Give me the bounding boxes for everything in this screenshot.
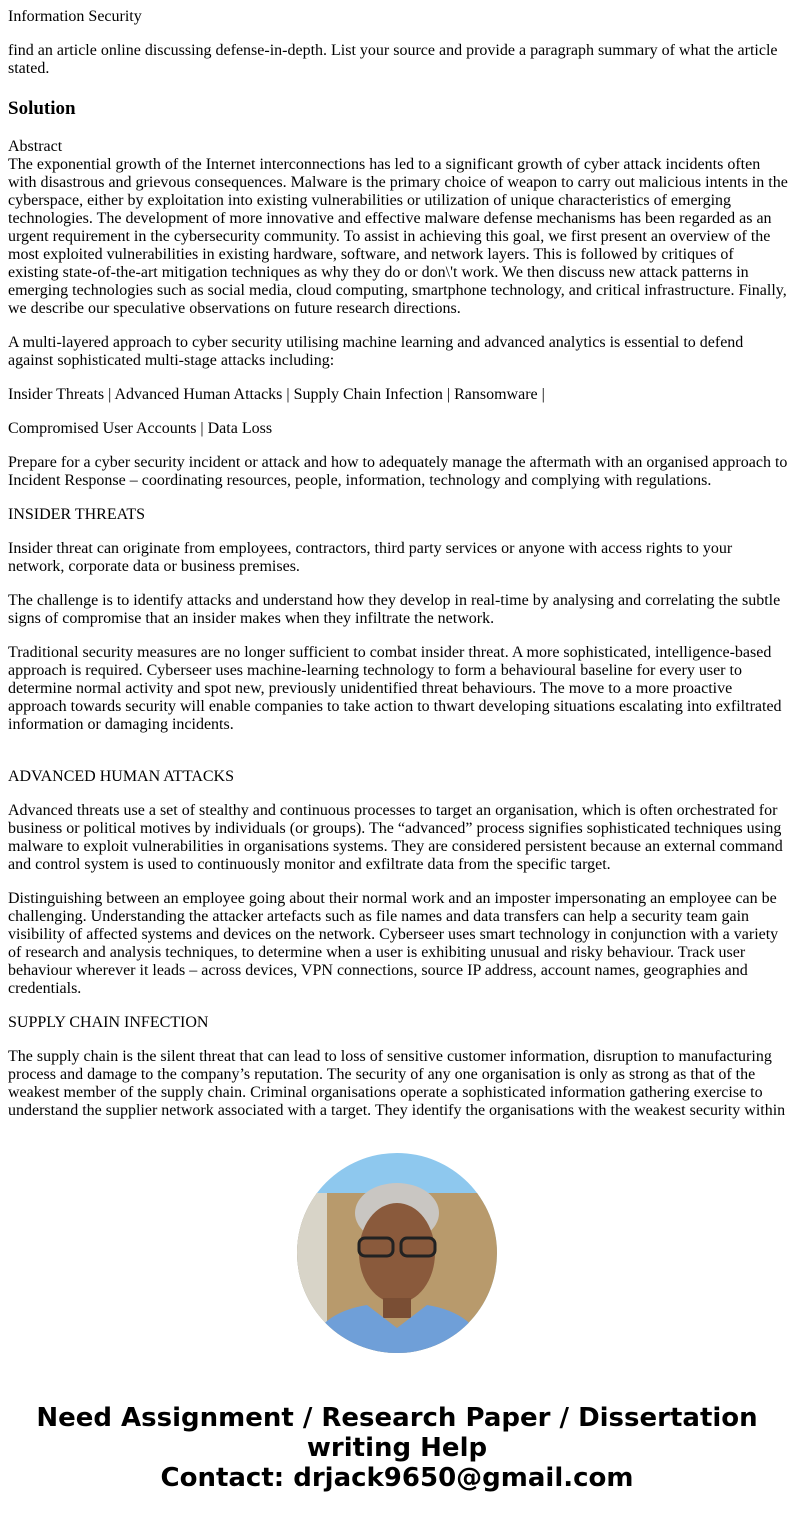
person-photo-icon: [297, 1153, 497, 1353]
paragraph: Compromised User Accounts | Data Loss: [8, 420, 273, 437]
abstract-label: Abstract: [8, 138, 63, 155]
section-heading: INSIDER THREATS: [8, 506, 146, 523]
promo-line: Need Assignment / Research Paper / Dissertation writing Help: [36, 1403, 758, 1463]
section-heading: ADVANCED HUMAN ATTACKS: [8, 768, 234, 785]
paragraph: The exponential growth of the Internet interconnections has led to a significant growth of cyber attack incidents often with disastrous and grievous consequences. Malware is the primary choice of weapon to carry out malicious intents in the cyberspace, either by exploitation into existing vulnerabilities or utilization of unique characteristics of emerging technologies. The development of more innovative and effective malware defense mechanisms has been regarded as an urgent requirement in the cybersecurity community. To assist in achieving this goal, we first present an overview of the most exploited vulnerabilities in existing hardware, software, and network layers. This is followed by critiques of existing state-of-the-art mitigation techniques as why they do or don\'t work. We then discuss new attack patterns in emerging technologies such as social media, cloud computing, smartphone technology, and critical infrastructure. Finally, we describe our speculative observations on future research directions.: [8, 156, 788, 317]
paragraph: The challenge is to identify attacks and understand how they develop in real-time by analysing and correlating the subtle signs of compromise that an insider makes when they infiltrate the network.: [8, 592, 781, 627]
paragraph: The supply chain is the silent threat that can lead to loss of sensitive customer information, disruption to manufacturing process and damage to the company’s reputation. The security of any one organisation is only as strong as that of the weakest member of the supply chain. Criminal organisations operate a sophisticated information gathering exercise to understand the supplier network associated with a target. They identify the organisations with the weakest security within: [8, 1048, 786, 1119]
paragraph: A multi-layered approach to cyber security utilising machine learning and advanced analytics is essential to defend against sophisticated multi-stage attacks including:: [8, 334, 744, 369]
paragraph: Insider threat can originate from employees, contractors, third party services or anyone with access rights to your network, corporate data or business premises.: [8, 540, 733, 575]
paragraph: Traditional security measures are no longer sufficient to combat insider threat. A more sophisticated, intelligence-based approach is required. Cyberseer uses machine-learning technology to form a behavioural baseline for every user to determine normal activity and spot new, previously unidentified threat behaviours. The move to a more proactive approach towards security will enable companies to take action to thwart developing situations escalating into exfiltrated information or damaging incidents.: [8, 644, 782, 733]
promo-contact: Contact: drjack9650@gmail.com: [160, 1463, 634, 1493]
section-heading: SUPPLY CHAIN INFECTION: [8, 1014, 209, 1031]
promo-banner: [0, 1403, 794, 1493]
avatar: [297, 1153, 497, 1353]
paragraph: Prepare for a cyber security incident or attack and how to adequately manage the aftermath with an organised approach to Incident Response – coordinating resources, people, information, technology and complying with regulations.: [8, 454, 788, 489]
paragraph: Distinguishing between an employee going about their normal work and an imposter impersonating an employee can be challenging. Understanding the attacker artefacts such as file names and data transfers can help a security team gain visibility of affected systems and devices on the network. Cyberseer uses smart technology in conjunction with a variety of research and analysis techniques, to determine when a user is exhibiting unusual and risky behaviour. Track user behaviour wherever it leads – across devices, VPN connections, source IP address, account names, geographies and credentials.: [8, 890, 779, 997]
paragraph: Advanced threats use a set of stealthy and continuous processes to target an organisation, which is often orchestrated for business or political motives by individuals (or groups). The “advanced” process signifies sophisticated techniques using malware to exploit vulnerabilities in organisations systems. They are considered persistent because an external command and control system is used to continuously monitor and exfiltrate data from the specific target.: [8, 802, 783, 873]
solution-heading: Solution: [8, 98, 76, 119]
paragraph: Insider Threats | Advanced Human Attacks | Supply Chain Infection | Ransomware |: [8, 386, 545, 403]
question-prompt: find an article online discussing defense-in-depth. List your source and provide a paragraph summary of what the article stated.: [8, 42, 778, 77]
document-content: [8, 0, 788, 1122]
question-subject: Information Security: [8, 8, 142, 25]
